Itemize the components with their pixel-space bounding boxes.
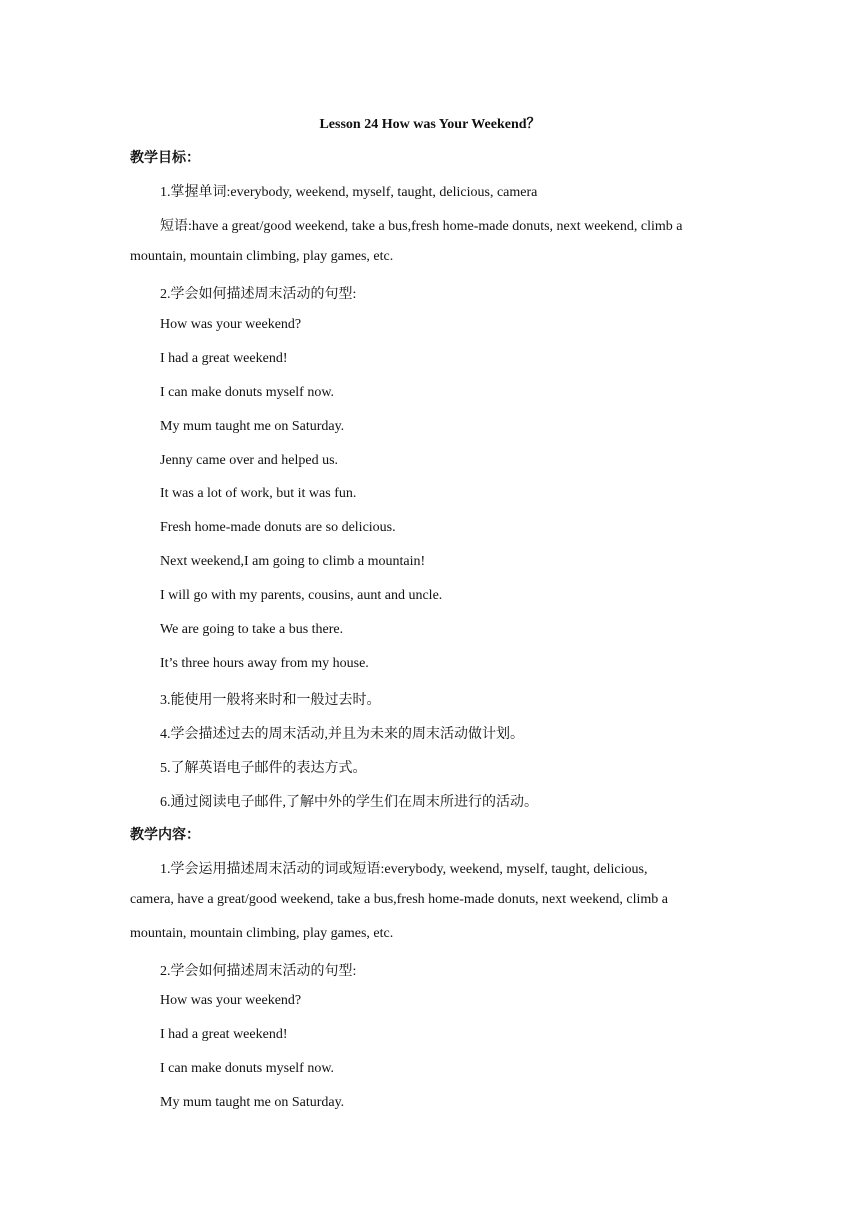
content-sentence: My mum taught me on Saturday. [160, 1095, 345, 1110]
objective-sentence: I can make donuts myself now. [160, 385, 335, 400]
objective-sentence: I had a great weekend! [160, 351, 288, 366]
objective-sentence: Fresh home-made donuts are so delicious. [160, 520, 396, 535]
section-heading-content: 教学内容： [130, 828, 200, 843]
section-heading-objectives: 教学目标： [130, 151, 200, 166]
content-item-1-line-3: mountain, mountain climbing, play games, etc. [130, 926, 394, 941]
content-sentence: How was your weekend? [160, 993, 302, 1008]
objective-item-4: 4.学会描述过去的周末活动,并且为未来的周末活动做计划。 [160, 727, 524, 742]
page-title: Lesson 24 How was Your Weekend？ [319, 117, 541, 132]
objective-sentence: It’s three hours away from my house. [160, 656, 369, 671]
objective-sentence: It was a lot of work, but it was fun. [160, 486, 357, 501]
objective-sentence: How was your weekend? [160, 317, 302, 332]
objective-item-5: 5.了解英语电子邮件的表达方式。 [160, 761, 367, 776]
objective-phrases-line-2: mountain, mountain climbing, play games, etc. [130, 249, 394, 264]
objective-item-1: 1.掌握单词:everybody, weekend, myself, taught, delicious, camera [160, 185, 538, 200]
content-item-1-line-1: 1.学会运用描述周末活动的词或短语:everybody, weekend, myself, taught, delicious, [160, 862, 648, 877]
content-sentence: I can make donuts myself now. [160, 1061, 335, 1076]
objective-sentence: I will go with my parents, cousins, aunt and uncle. [160, 588, 443, 603]
objective-item-6: 6.通过阅读电子邮件,了解中外的学生们在周末所进行的活动。 [160, 795, 538, 810]
objective-phrases-line-1: 短语:have a great/good weekend, take a bus,fresh home-made donuts, next weekend, climb a [160, 219, 683, 234]
objective-sentence: We are going to take a bus there. [160, 622, 344, 637]
content-sentence: I had a great weekend! [160, 1027, 288, 1042]
objective-sentence: My mum taught me on Saturday. [160, 419, 345, 434]
content-item-2: 2.学会如何描述周末活动的句型: [160, 964, 357, 979]
objective-sentence: Jenny came over and helped us. [160, 453, 339, 468]
objective-item-2: 2.学会如何描述周末活动的句型: [160, 287, 357, 302]
objective-sentence: Next weekend,I am going to climb a mountain! [160, 554, 426, 569]
content-item-1-line-2: camera, have a great/good weekend, take a bus,fresh home-made donuts, next weekend, climb a [130, 892, 669, 907]
objective-item-3: 3.能使用一般将来时和一般过去时。 [160, 693, 381, 708]
